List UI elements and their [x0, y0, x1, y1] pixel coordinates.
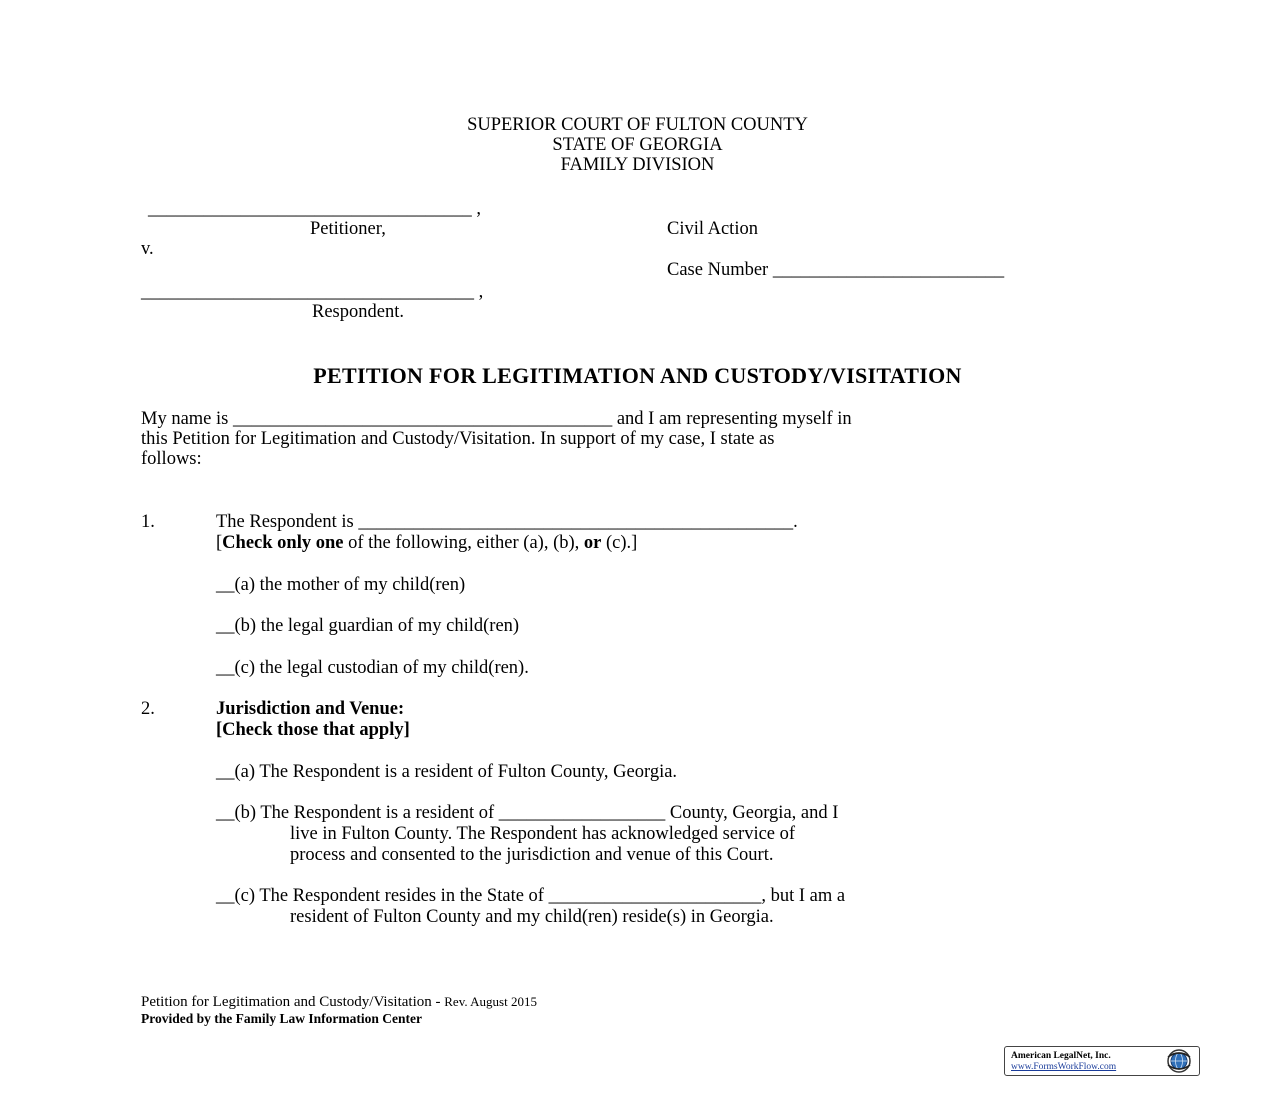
state-name: STATE OF GEORGIA — [552, 135, 723, 155]
section-1-respondent-line: The Respondent is _______________________________________________. — [216, 512, 798, 532]
section-2-option-b-line-2: live in Fulton County. The Respondent has acknowledged service of — [290, 824, 796, 844]
respondent-label: Respondent. — [312, 302, 404, 322]
section-1-option-c: __(c) the legal custodian of my child(ren). — [216, 658, 529, 678]
petitioner-label: Petitioner, — [310, 219, 386, 239]
logo-url-link[interactable]: www.FormsWorkFlow.com — [1011, 1062, 1117, 1072]
intro-line-2: this Petition for Legitimation and Custody/Visitation. In support of my case, I state as — [141, 429, 775, 449]
division-name: FAMILY DIVISION — [560, 155, 715, 175]
section-2-option-b-line-1: __(b) The Respondent is a resident of __________________ County, Georgia, and I — [216, 803, 839, 823]
case-number-field: Case Number _________________________ — [667, 260, 1005, 280]
intro-line-1: My name is _________________________________________ and I am representing myself in — [141, 409, 852, 429]
civil-action-label: Civil Action — [667, 219, 758, 239]
section-2-option-c-line-1: __(c) The Respondent resides in the State of _______________________, but I am a — [216, 886, 846, 906]
versus-label: v. — [141, 239, 154, 259]
section-2-option-b-line-3: process and consented to the jurisdiction and venue of this Court. — [290, 845, 774, 865]
section-2-instructions: [Check those that apply] — [216, 720, 410, 740]
american-legalnet-logo — [1004, 1046, 1200, 1076]
section-2-option-a: __(a) The Respondent is a resident of Fulton County, Georgia. — [216, 762, 678, 782]
section-2-option-c-line-2: resident of Fulton County and my child(ren) reside(s) in Georgia. — [290, 907, 774, 927]
footer-provided-by: Provided by the Family Law Information Center — [141, 1011, 422, 1026]
logo-company-name: American LegalNet, Inc. — [1011, 1051, 1111, 1061]
respondent-blank: ____________________________________ , — [141, 282, 484, 302]
court-name: SUPERIOR COURT OF FULTON COUNTY — [467, 115, 808, 135]
footer-form-name: Petition for Legitimation and Custody/Visitation - Rev. August 2015 — [141, 994, 537, 1010]
document-title: PETITION FOR LEGITIMATION AND CUSTODY/VISITATION — [313, 363, 962, 388]
section-1-option-a: __(a) the mother of my child(ren) — [216, 575, 466, 595]
section-2-heading: Jurisdiction and Venue: — [216, 699, 405, 719]
section-1-number: 1. — [141, 512, 155, 532]
petitioner-blank: ___________________________________ , — [148, 199, 481, 219]
section-1-option-b: __(b) the legal guardian of my child(ren) — [216, 616, 520, 636]
intro-line-3: follows: — [141, 449, 202, 469]
globe-icon — [1162, 1048, 1196, 1074]
section-1-instructions: [Check only one of the following, either (a), (b), or (c).] — [216, 533, 638, 553]
section-2-number: 2. — [141, 699, 155, 719]
